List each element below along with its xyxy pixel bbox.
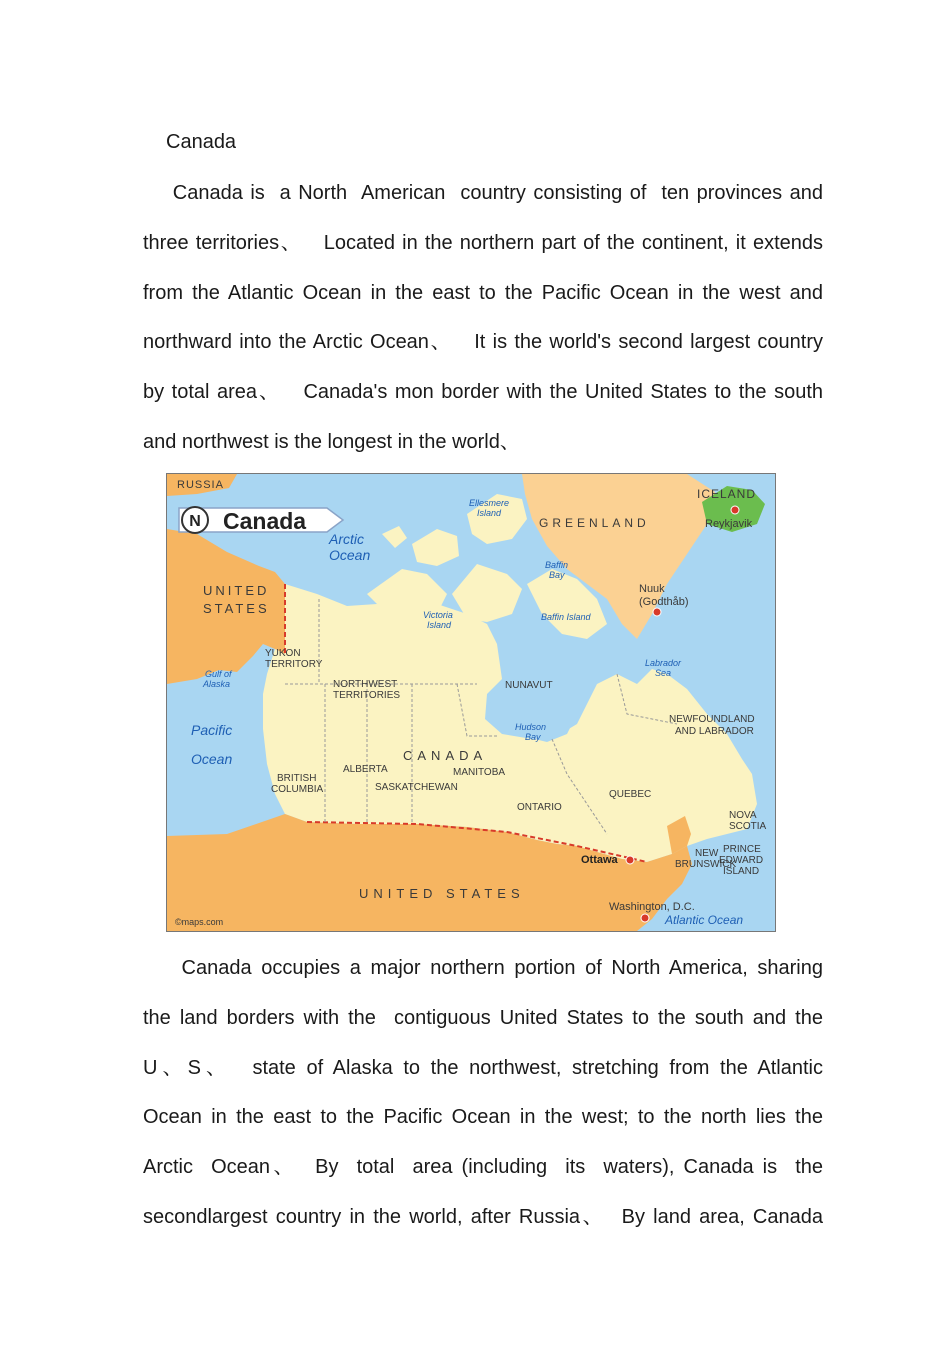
label-russia: RUSSIA bbox=[177, 479, 224, 491]
label-ellesmere: Ellesmere bbox=[469, 498, 510, 508]
label-victoria-island: Island bbox=[427, 620, 452, 630]
label-pacific-ocean: Pacific bbox=[191, 722, 233, 738]
map-title: Canada bbox=[223, 508, 307, 534]
label-nwt: NORTHWEST bbox=[333, 679, 398, 690]
label-iceland: ICELAND bbox=[697, 487, 757, 501]
compass-letter: N bbox=[189, 513, 201, 530]
text-line: secondlargest country in the world, after Russia、 By land area, Canada bbox=[143, 1205, 823, 1228]
label-pei: ISLAND bbox=[723, 866, 760, 877]
label-new-brunswick: BRUNSWICK bbox=[675, 859, 737, 870]
label-yukon: TERRITORY bbox=[265, 659, 323, 670]
label-ellesmere: Island bbox=[477, 508, 502, 518]
label-pacific-ocean: Ocean bbox=[191, 751, 233, 767]
label-arctic-ocean: Arctic bbox=[329, 531, 364, 547]
text-line: U、S、 state of Alaska to the northwest, stretching from the Atlantic bbox=[143, 1056, 823, 1079]
label-united-states: UNITED bbox=[203, 583, 270, 598]
label-atlantic-ocean: Atlantic Ocean bbox=[665, 913, 744, 927]
label-bc: BRITISH bbox=[277, 773, 317, 784]
label-nunavut: NUNAVUT bbox=[505, 680, 553, 691]
text-line: Canada is a North American country consisting of ten provinces and bbox=[143, 182, 823, 204]
label-baffin-island: Baffin Island bbox=[541, 612, 591, 622]
label-pei: EDWARD bbox=[719, 855, 764, 866]
label-bc: COLUMBIA bbox=[271, 784, 324, 795]
label-united-states: STATES bbox=[203, 601, 270, 616]
map-title-badge bbox=[179, 507, 343, 534]
label-ontario: ONTARIO bbox=[517, 802, 562, 813]
label-new-brunswick: NEW bbox=[695, 848, 719, 859]
label-hudson-bay: Bay bbox=[525, 732, 541, 742]
label-alberta: ALBERTA bbox=[343, 764, 388, 775]
label-nuuk: (Godthåb) bbox=[639, 596, 689, 608]
label-ottawa: Ottawa bbox=[581, 854, 618, 866]
text-line: Arctic Ocean、 By total area (including its waters), Canada is the bbox=[143, 1156, 823, 1179]
label-newfoundland: NEWFOUNDLAND bbox=[669, 714, 755, 725]
label-manitoba: MANITOBA bbox=[453, 767, 506, 778]
label-nwt: TERRITORIES bbox=[333, 690, 401, 701]
label-canada: CANADA bbox=[403, 748, 488, 763]
text-line: northward into the Arctic Ocean、 It is the world's second largest country bbox=[143, 331, 823, 354]
label-gulf-alaska: Alaska bbox=[203, 679, 231, 689]
label-reykjavik: Reykjavik bbox=[705, 518, 753, 530]
label-nova-scotia: NOVA bbox=[729, 810, 757, 821]
label-labrador-sea: Labrador bbox=[645, 658, 682, 668]
text-line: the land borders with the contiguous United States to the south and the bbox=[143, 1006, 823, 1029]
label-quebec: QUEBEC bbox=[609, 789, 652, 800]
label-gulf-alaska: Gulf of bbox=[205, 669, 232, 679]
nuuk-marker bbox=[653, 608, 661, 616]
map-credit: ©maps.com bbox=[175, 917, 224, 927]
label-hudson-bay: Hudson bbox=[515, 722, 547, 732]
paragraph-intro bbox=[143, 181, 823, 480]
ottawa-marker bbox=[626, 856, 634, 864]
paragraph-geography bbox=[143, 956, 823, 1255]
label-yukon: YUKON bbox=[265, 648, 301, 659]
reykjavik-marker bbox=[731, 506, 739, 514]
document-title: Canada bbox=[166, 131, 237, 153]
label-arctic-ocean: Ocean bbox=[329, 547, 371, 563]
text-line: Ocean in the east to the Pacific Ocean in the west; to the north lies the bbox=[143, 1106, 823, 1129]
text-line: from the Atlantic Ocean in the east to the Pacific Ocean in the west and bbox=[143, 281, 823, 304]
label-nuuk: Nuuk bbox=[639, 583, 665, 595]
label-newfoundland: AND LABRADOR bbox=[675, 726, 754, 737]
text-line: three territories、 Located in the northern part of the continent, it extends bbox=[143, 231, 823, 254]
label-united-states-bottom: UNITED STATES bbox=[359, 886, 525, 901]
label-victoria-island: Victoria bbox=[423, 610, 453, 620]
label-greenland: GREENLAND bbox=[539, 516, 650, 530]
text-line: and northwest is the longest in the world、 bbox=[143, 430, 520, 453]
label-nova-scotia: SCOTIA bbox=[729, 821, 767, 832]
text-line: by total area、 Canada's mon border with the United States to the south bbox=[143, 381, 823, 404]
label-pei: PRINCE bbox=[723, 844, 761, 855]
label-washington: Washington, D.C. bbox=[609, 901, 695, 913]
label-baffin-bay: Baffin bbox=[545, 560, 569, 570]
label-labrador-sea: Sea bbox=[655, 668, 672, 678]
text-line: Canada occupies a major northern portion of North America, sharing bbox=[143, 957, 823, 979]
canada-map bbox=[166, 473, 776, 932]
washington-marker bbox=[641, 914, 649, 922]
label-saskatchewan: SASKATCHEWAN bbox=[375, 782, 458, 793]
label-baffin-bay: Bay bbox=[549, 570, 565, 580]
